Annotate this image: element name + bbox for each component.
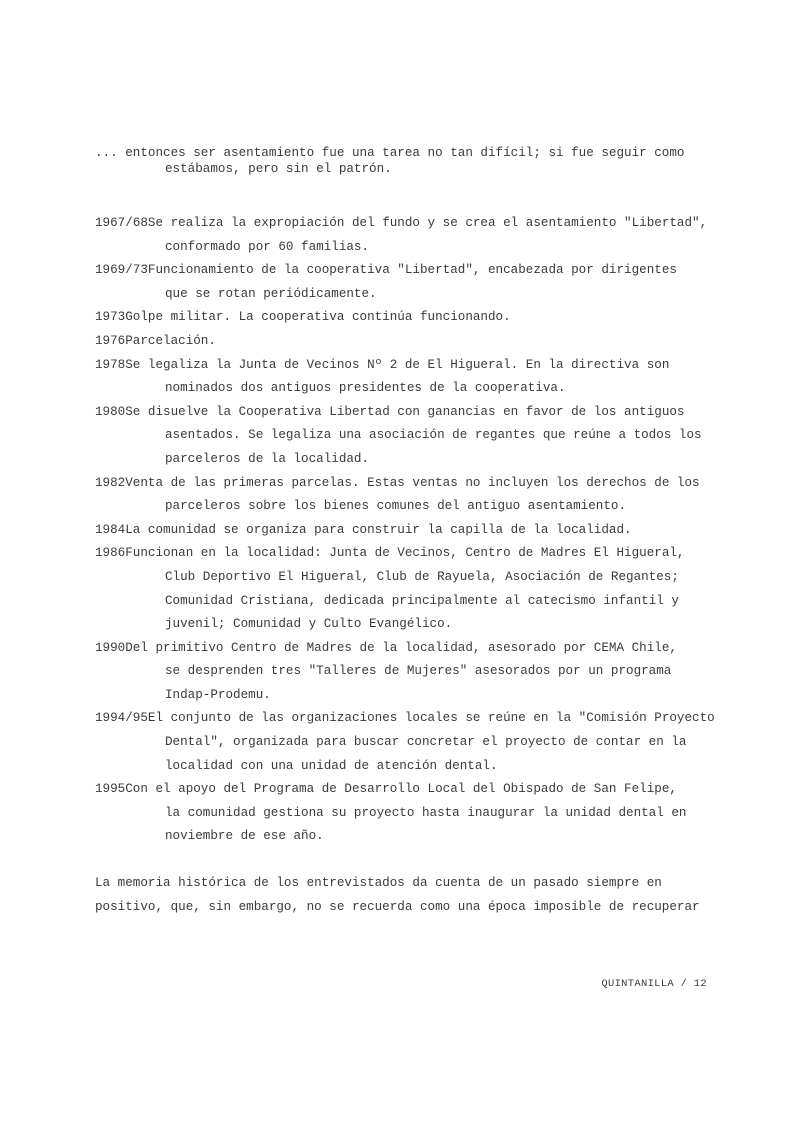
timeline-text-cont: conformado por 60 familias. bbox=[165, 239, 370, 254]
timeline-year: 1980 bbox=[95, 404, 126, 419]
timeline-text-cont: Indap-Prodemu. bbox=[165, 687, 271, 702]
conclusion-line-1: La memoria histórica de los entrevistados da cuenta de un pasado siempre en bbox=[95, 876, 662, 890]
timeline-text-cont: asentados. Se legaliza una asociación de regantes que reúne a todos los bbox=[165, 428, 702, 443]
timeline-entry bbox=[95, 259, 715, 306]
timeline-year: 1994/95 bbox=[95, 711, 148, 726]
timeline-text-cont: que se rotan periódicamente. bbox=[165, 286, 377, 301]
timeline-year: 1982 bbox=[95, 475, 126, 490]
timeline-text: El conjunto de las organizaciones locales se reúne en la "Comisión Proyecto bbox=[147, 711, 715, 726]
timeline-entry bbox=[95, 306, 715, 330]
intro-line-1: ... entonces ser asentamiento fue una tarea no tan difícil; si fue seguir como bbox=[95, 146, 685, 160]
timeline-text-cont: la comunidad gestiona su proyecto hasta inaugurar la unidad dental en bbox=[165, 805, 687, 820]
running-footer: QUINTANILLA / 12 bbox=[601, 978, 707, 990]
timeline-entry bbox=[95, 778, 715, 849]
timeline-entry bbox=[95, 212, 715, 259]
timeline-text-cont: noviembre de ese año. bbox=[165, 829, 324, 844]
timeline-year: 1986 bbox=[95, 546, 126, 561]
timeline-list bbox=[95, 212, 715, 849]
timeline-text-cont: Dental", organizada para buscar concretar el proyecto de contar en la bbox=[165, 735, 687, 750]
timeline-entry bbox=[95, 707, 715, 778]
timeline-year: 1969/73 bbox=[95, 263, 148, 278]
timeline-text: Se disuelve la Cooperativa Libertad con ganancias en favor de los antiguos bbox=[125, 404, 685, 419]
timeline-year: 1995 bbox=[95, 782, 126, 797]
timeline-text-cont: se desprenden tres "Talleres de Mujeres" asesorados por un programa bbox=[165, 664, 672, 679]
timeline-text: Venta de las primeras parcelas. Estas ventas no incluyen los derechos de los bbox=[125, 475, 700, 490]
timeline-entry bbox=[95, 354, 715, 401]
timeline-text-cont: Club Deportivo El Higueral, Club de Rayuela, Asociación de Regantes; bbox=[165, 569, 679, 584]
timeline-text: Con el apoyo del Programa de Desarrollo Local del Obispado de San Felipe, bbox=[125, 782, 677, 797]
timeline-year: 1978 bbox=[95, 357, 126, 372]
timeline-text: Golpe militar. La cooperativa continúa funcionando. bbox=[125, 310, 511, 325]
timeline-text: Se legaliza la Junta de Vecinos Nº 2 de El Higueral. En la directiva son bbox=[125, 357, 670, 372]
timeline-text-cont: Comunidad Cristiana, dedicada principalmente al catecismo infantil y bbox=[165, 593, 679, 608]
timeline-year: 1967/68 bbox=[95, 216, 148, 230]
timeline-text: Funcionamiento de la cooperativa "Libertad", encabezada por dirigentes bbox=[147, 263, 677, 278]
timeline-text-cont: parceleros de la localidad. bbox=[165, 451, 370, 466]
timeline-text-cont: parceleros sobre los bienes comunes del antiguo asentamiento. bbox=[165, 499, 627, 514]
timeline-text: Parcelación. bbox=[125, 333, 216, 348]
timeline-year: 1973 bbox=[95, 310, 126, 325]
timeline-text: Del primitivo Centro de Madres de la localidad, asesorado por CEMA Chile, bbox=[125, 640, 677, 655]
timeline-year: 1984 bbox=[95, 522, 126, 537]
timeline-text-cont: juvenil; Comunidad y Culto Evangélico. bbox=[165, 617, 453, 632]
timeline-entry bbox=[95, 401, 715, 472]
timeline-entry bbox=[95, 519, 715, 543]
timeline-text: Funcionan en la localidad: Junta de Vecinos, Centro de Madres El Higueral, bbox=[125, 546, 685, 561]
timeline-year: 1990 bbox=[95, 640, 126, 655]
timeline-text: La comunidad se organiza para construir la capilla de la localidad. bbox=[125, 522, 632, 537]
timeline-year: 1976 bbox=[95, 333, 126, 348]
conclusion-paragraph bbox=[95, 872, 715, 919]
timeline-text: Se realiza la expropiación del fundo y se crea el asentamiento "Libertad", bbox=[147, 216, 708, 230]
conclusion-line-2: positivo, que, sin embargo, no se recuerda como una época imposible de recuperar bbox=[95, 899, 700, 914]
timeline-entry bbox=[95, 472, 715, 519]
intro-line-2: estábamos, pero sin el patrón. bbox=[165, 162, 392, 176]
timeline-entry bbox=[95, 330, 715, 354]
timeline-text-cont: localidad con una unidad de atención dental. bbox=[165, 758, 498, 773]
intro-quote bbox=[95, 145, 715, 177]
timeline-text-cont: nominados dos antiguos presidentes de la cooperativa. bbox=[165, 381, 566, 396]
timeline-entry bbox=[95, 542, 715, 636]
timeline-entry bbox=[95, 637, 715, 708]
